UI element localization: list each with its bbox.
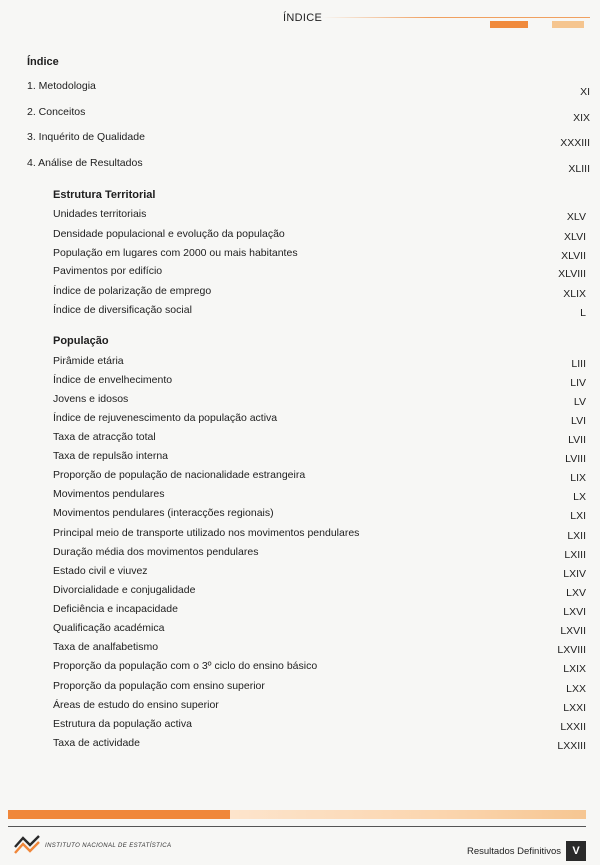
toc-item-label: Qualificação académica bbox=[53, 622, 165, 634]
toc-item-label: Deficiência e incapacidade bbox=[53, 603, 178, 615]
ine-logo-icon bbox=[13, 833, 43, 855]
toc-item-page: XI bbox=[580, 86, 590, 98]
toc-sub-item[interactable] bbox=[53, 208, 586, 226]
running-header-title: ÍNDICE bbox=[283, 12, 323, 24]
toc-item-page: LXX bbox=[566, 683, 586, 695]
toc-item-label: Duração média dos movimentos pendulares bbox=[53, 546, 259, 558]
header-peach-block bbox=[552, 21, 584, 28]
toc-item-page: LIII bbox=[571, 358, 586, 370]
toc-item-page: LIX bbox=[570, 472, 586, 484]
toc-item-label: População em lugares com 2000 ou mais habitantes bbox=[53, 247, 298, 259]
toc-sub-item[interactable] bbox=[53, 660, 586, 678]
toc-sub-item[interactable] bbox=[53, 603, 586, 621]
toc-sub-item[interactable] bbox=[53, 737, 586, 755]
toc-sub-item[interactable] bbox=[53, 228, 586, 246]
toc-sub-item[interactable] bbox=[53, 355, 586, 373]
toc-sub-item[interactable] bbox=[53, 431, 586, 449]
toc-sub-item[interactable] bbox=[53, 565, 586, 583]
toc-sub-item[interactable] bbox=[53, 718, 586, 736]
toc-sub-item[interactable] bbox=[53, 450, 586, 468]
toc-item-page: XLV bbox=[566, 211, 586, 223]
toc-item-page: LXXIII bbox=[557, 740, 586, 752]
header-orange-block bbox=[490, 21, 528, 28]
toc-item-label: 1. Metodologia bbox=[27, 80, 96, 92]
footer-orange-band bbox=[8, 810, 230, 819]
toc-sub-item[interactable] bbox=[53, 680, 586, 698]
toc-item-label: Densidade populacional e evolução da população bbox=[53, 228, 285, 240]
institute-name: INSTITUTO NACIONAL DE ESTATÍSTICA bbox=[45, 843, 172, 849]
toc-sub-item[interactable] bbox=[53, 488, 586, 506]
toc-item-label: 4. Análise de Resultados bbox=[27, 157, 143, 169]
toc-item-page: LXII bbox=[567, 530, 586, 542]
toc-item-label: Pavimentos por edifício bbox=[53, 265, 163, 277]
toc-item-page: LXXII bbox=[560, 721, 586, 733]
section-heading: Estrutura Territorial bbox=[53, 189, 156, 201]
toc-main-item[interactable] bbox=[27, 106, 590, 126]
section-heading: População bbox=[53, 335, 109, 347]
toc-item-label: Índice de polarização de emprego bbox=[53, 285, 212, 297]
toc-item-label: Movimentos pendulares bbox=[53, 488, 165, 500]
toc-heading: Índice bbox=[27, 56, 59, 68]
toc-item-page: LXIII bbox=[564, 549, 586, 561]
toc-item-page: LXV bbox=[566, 587, 586, 599]
toc-item-label: Divorcialidade e conjugalidade bbox=[53, 584, 196, 596]
toc-item-label: Estado civil e viuvez bbox=[53, 565, 148, 577]
header-rule bbox=[322, 17, 590, 18]
toc-item-page: LVIII bbox=[565, 453, 586, 465]
toc-item-page: XXXIII bbox=[560, 137, 590, 149]
toc-item-label: Proporção de população de nacionalidade estrangeira bbox=[53, 469, 306, 481]
toc-item-page: LVII bbox=[568, 434, 586, 446]
toc-item-page: LXIX bbox=[563, 663, 586, 675]
toc-item-label: Taxa de repulsão interna bbox=[53, 450, 168, 462]
toc-main-item[interactable] bbox=[27, 131, 590, 151]
toc-item-page: LXI bbox=[570, 510, 586, 522]
page-number-badge: V bbox=[566, 841, 586, 861]
toc-item-page: XLIX bbox=[563, 288, 586, 300]
toc-item-label: Taxa de actividade bbox=[53, 737, 140, 749]
toc-item-label: Proporção da população com ensino superior bbox=[53, 680, 265, 692]
toc-item-page: LVI bbox=[571, 415, 586, 427]
toc-item-page: LX bbox=[573, 491, 586, 503]
toc-item-label: Índice de diversificação social bbox=[53, 304, 192, 316]
toc-item-page: XLIII bbox=[568, 163, 590, 175]
toc-sub-item[interactable] bbox=[53, 699, 586, 717]
toc-item-label: Pirâmide etária bbox=[53, 355, 124, 367]
toc-item-page: L bbox=[580, 307, 586, 319]
toc-sub-item[interactable] bbox=[53, 285, 586, 303]
toc-item-page: LXXI bbox=[563, 702, 586, 714]
toc-sub-item[interactable] bbox=[53, 546, 586, 564]
footer-publication-label: Resultados Definitivos bbox=[467, 846, 561, 857]
toc-item-page: XLVII bbox=[561, 250, 586, 262]
toc-main-item[interactable] bbox=[27, 80, 590, 100]
toc-item-label: Estrutura da população activa bbox=[53, 718, 192, 730]
toc-sub-item[interactable] bbox=[53, 469, 586, 487]
toc-item-page: LXVII bbox=[560, 625, 586, 637]
toc-item-label: Proporção da população com o 3º ciclo do ensino básico bbox=[53, 660, 318, 672]
footer-peach-band bbox=[230, 810, 586, 819]
toc-sub-item[interactable] bbox=[53, 622, 586, 640]
toc-item-page: XIX bbox=[573, 112, 590, 124]
toc-item-page: LIV bbox=[570, 377, 586, 389]
toc-item-label: Jovens e idosos bbox=[53, 393, 129, 405]
toc-sub-item[interactable] bbox=[53, 393, 586, 411]
toc-sub-item[interactable] bbox=[53, 247, 586, 265]
toc-item-label: Taxa de analfabetismo bbox=[53, 641, 159, 653]
toc-item-label: Índice de rejuvenescimento da população activa bbox=[53, 412, 278, 424]
toc-item-label: Taxa de atracção total bbox=[53, 431, 156, 443]
toc-main-item[interactable] bbox=[27, 157, 590, 177]
toc-item-label: Índice de envelhecimento bbox=[53, 374, 173, 386]
toc-sub-item[interactable] bbox=[53, 641, 586, 659]
toc-sub-item[interactable] bbox=[53, 374, 586, 392]
toc-sub-item[interactable] bbox=[53, 527, 586, 545]
toc-item-label: Movimentos pendulares (interacções regionais) bbox=[53, 507, 274, 519]
toc-item-label: 2. Conceitos bbox=[27, 106, 86, 118]
toc-item-page: XLVIII bbox=[558, 268, 586, 280]
toc-sub-item[interactable] bbox=[53, 412, 586, 430]
toc-sub-item[interactable] bbox=[53, 584, 586, 602]
toc-item-label: Unidades territoriais bbox=[53, 208, 147, 220]
toc-item-page: LV bbox=[573, 396, 586, 408]
toc-item-page: LXVI bbox=[563, 606, 586, 618]
toc-item-label: Principal meio de transporte utilizado nos movimentos pendulares bbox=[53, 527, 360, 539]
toc-sub-item[interactable] bbox=[53, 265, 586, 283]
toc-item-label: 3. Inquérito de Qualidade bbox=[27, 131, 145, 143]
toc-item-page: XLVI bbox=[564, 231, 586, 243]
footer-rule bbox=[8, 826, 586, 827]
toc-item-label: Áreas de estudo do ensino superior bbox=[53, 699, 219, 711]
toc-sub-item[interactable] bbox=[53, 304, 586, 322]
toc-sub-item[interactable] bbox=[53, 507, 586, 525]
toc-item-page: LXIV bbox=[563, 568, 586, 580]
toc-item-page: LXVIII bbox=[557, 644, 586, 656]
